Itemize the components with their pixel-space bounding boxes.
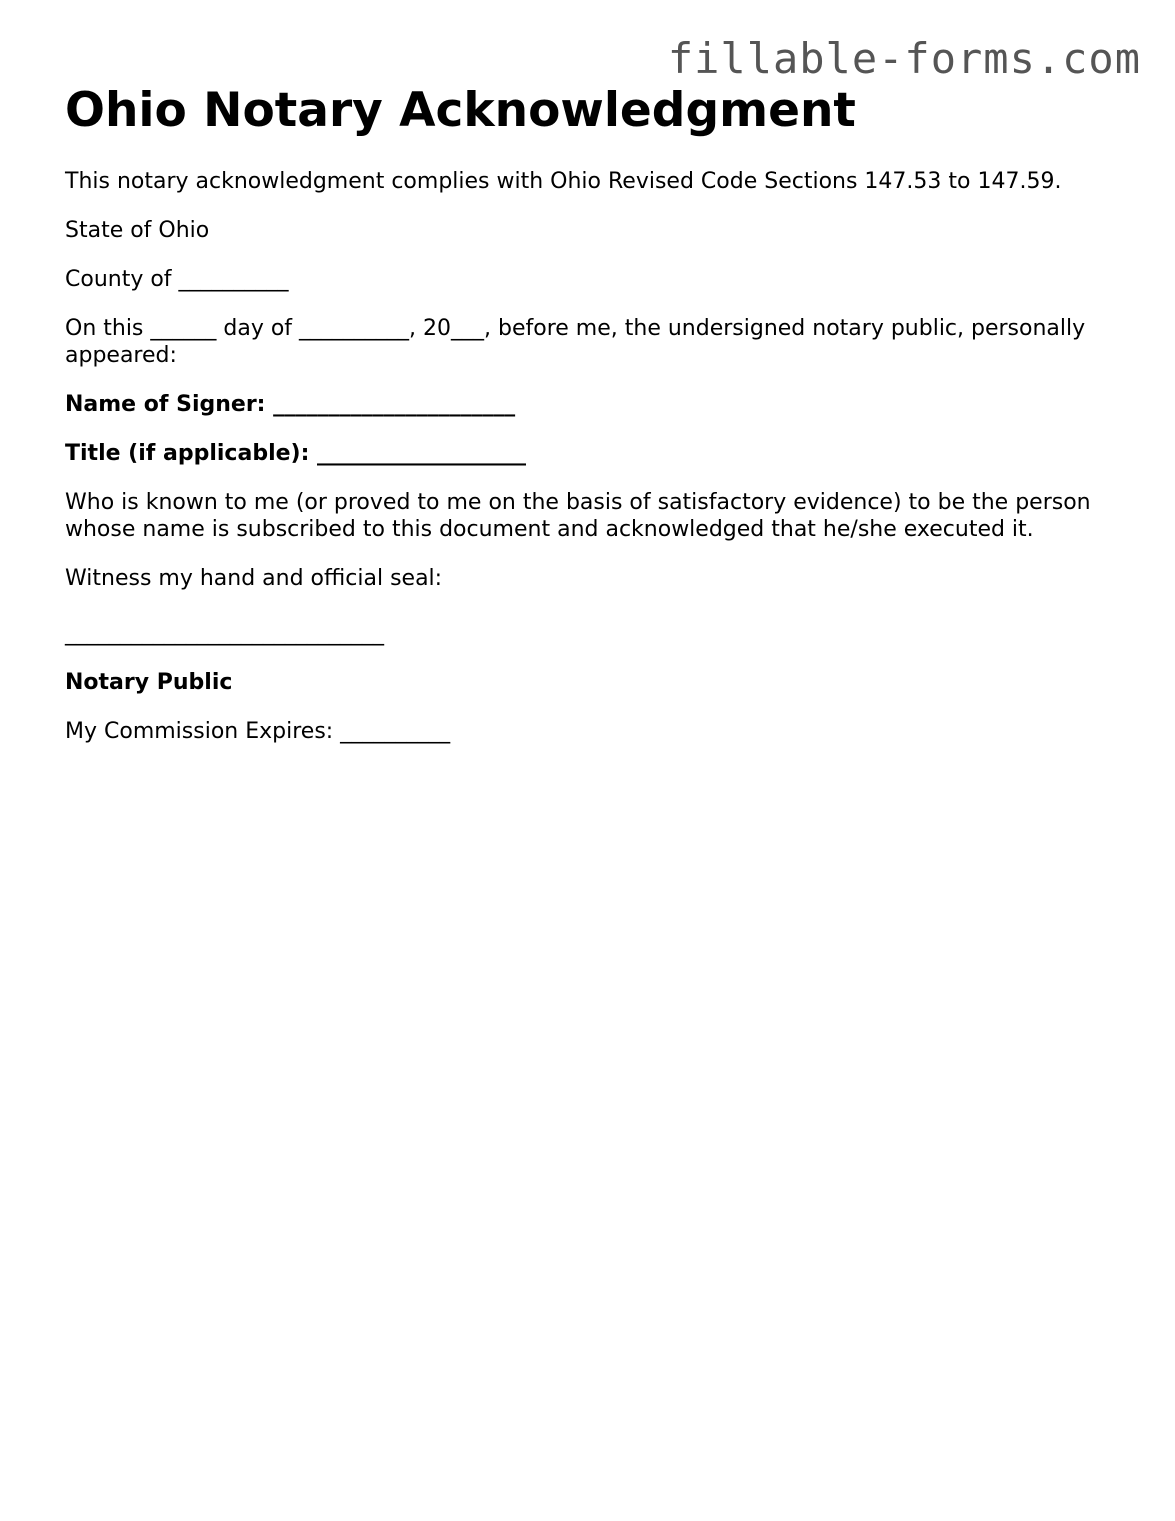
acknowledgment-statement: Who is known to me (or proved to me on the basis of satisfactory evidence) to be the person whose name is subscribed to this document and acknowledged that he/she executed it. — [65, 490, 1091, 543]
signature-line[interactable]: _____________________________ — [65, 621, 384, 647]
commission-expires-field[interactable]: My Commission Expires: __________ — [65, 719, 451, 745]
page-title: Ohio Notary Acknowledgment — [65, 83, 856, 138]
signer-name-field[interactable]: Name of Signer: ______________________ — [65, 392, 516, 418]
state-text: State of Ohio — [65, 218, 210, 244]
notary-public-label: Notary Public — [65, 670, 233, 696]
county-field[interactable]: County of __________ — [65, 267, 289, 293]
notary-form — [65, 84, 1145, 767]
watermark: fillable-forms.com — [667, 34, 1141, 83]
compliance-text: This notary acknowledgment complies with Ohio Revised Code Sections 147.53 to 147.59. — [65, 169, 1062, 195]
signer-title-field[interactable]: Title (if applicable): ___________________ — [65, 441, 527, 467]
witness-text: Witness my hand and official seal: — [65, 566, 443, 592]
date-clause-field[interactable]: On this ______ day of __________, 20___, before me, the undersigned notary public, personally appeared: — [65, 316, 1086, 369]
